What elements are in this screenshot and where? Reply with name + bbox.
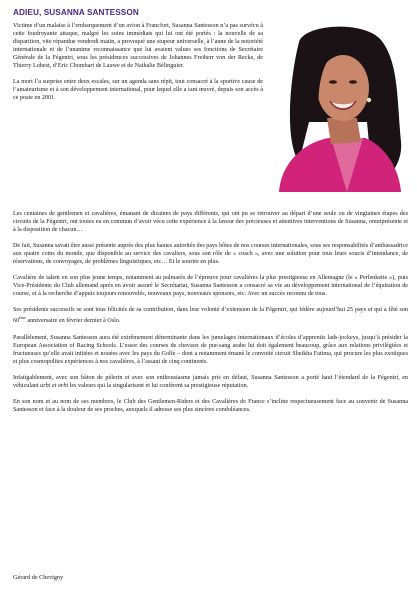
paragraph-4: De fait, Susanna savait être aussi présente auprès des plus hautes autorités des pays hôtes de nos courses internationales, sous ses responsabilités d’ambassadrice aux quatre coins du monde, que disponible au service des cavaliers, sous son rôle de « coach », avec une solution pour tous leurs soucis d’intendance, de réservations, de convoyages, de problèmes linguistiques, etc… Et le sourire en plus.	[13, 243, 408, 266]
article-title: ADIEU, SUSANNA SANTESSON	[13, 8, 139, 17]
paragraph-1: Victime d’un malaise à l’embarquement d’un avion à Francfort, Susanna Santesson n’a pas survécu à cette foudroyante attaque, malgré les soins immédiats qui lui ont été portés : la nouvelle de sa disparition, vite répandue vendredi matin, a provoqué une stupeur universelle, à l’aune de la notoriété internationale et de l’unanime reconnaissance que lui avaient values ses fonctions de Secrétaire Générale de la Fégentri, sous les présidences successives de Johannes Freiherr von der Recke, de Thierry Lohest, d’Eric Chombart de Lauwe et de Nathalie Bélinguier.	[13, 23, 263, 70]
paragraph-6	[13, 306, 408, 325]
paragraph-3: Les centaines de gentlemen et cavalières, émanant de dizaines de pays différents, qui ont pu se retrouver au départ d’une seule ou de vingtaines étapes des circuits de la Fégentri, ont toutes eu en commun d’avoir vécu cette expérience à la faveur des précieuses et attentives interventions de Susanna, omniprésente et à la disposition de chacun…	[13, 211, 408, 234]
portrait-photo	[269, 22, 406, 192]
paragraph-2: La mort l’a surprise entre deux escales, sur un agenda sans répit, tout consacré à la sportive cause de l’amateurisme et à son développement international, pour lequel elle a tant œuvré, depuis son accès à ce poste en 2001.	[13, 79, 263, 102]
paragraph-8-text-end: les valeurs qui la singularisent et lui confèrent sa prestigieuse réputation.	[68, 382, 249, 389]
body-column	[13, 210, 408, 422]
paragraph-6-text-end: anniversaire en février dernier à Oslo.	[25, 318, 121, 325]
intro-column	[13, 22, 263, 110]
paragraph-8	[13, 374, 408, 390]
paragraph-7: Parallèlement, Susanna Santesson aura été extrêmement déterminante dans les jumelages internationaux d’écoles d’apprentis lads-jockeys, jusqu’à présider la European Association of Racing Schools. L’essor des courses de chevaux de pur-sang arabe lui doit également beaucoup, grâce aux relations privilégiées et fructueuses qu’elle avait initiées et nouées avec les pays du Golfe – dont a notamment émané le convoité circuit Sheikha Fatima, qui procure les plus exotiques et plus cosmopolites expériences à nos cavalières, à l’assaut de cinq continents.	[13, 334, 408, 365]
paragraph-9: En son nom et au nom de ses membres, le Club des Gentlemen-Riders et des Cavalières de France s’incline respectueusement face au souvenir de Susanna Santesson et face à la douleur de ses proches, auxquels il adresse ses plus sincères condoléances.	[13, 398, 408, 413]
paragraph-8-italic: urbi et orbi	[40, 382, 69, 389]
signature: Gérard de Chevigny	[13, 574, 64, 581]
paragraph-5: Cavalière de talent en son plus jeune temps, notamment au palmarès de l’épreuve pour cavalières la plus prestigieuse en Allemagne (le « Perlenkette »), puis Vice-Présidente du Club allemand après en avoir assuré le Secrétariat, Susanna Santesson a consacré sa vie au développement international de l’équitation de course, et à la recherche d’appuis toujours renouvelés, nouveaux pays, nouveaux sponsors, etc. Avec un succès reconnu de tous.	[13, 275, 408, 298]
paragraph-8-text: Infatigablement, avec son bâton de pèlerin et avec son enthousiasme jamais pris en défaut, Susanna Santesson a porté haut l’étendard de la Fégentri, en véhiculant	[13, 374, 408, 389]
portrait-icon	[269, 22, 406, 192]
paragraph-6-superscript: ème	[19, 315, 26, 321]
paragraph-6-text: Ses présidents successifs se sont tous félicités de sa contribution, dans leur volonté d’extension de la Fégentri, qui fédère aujourd’hui 25 pays et qui a fêté son 60	[13, 307, 408, 325]
